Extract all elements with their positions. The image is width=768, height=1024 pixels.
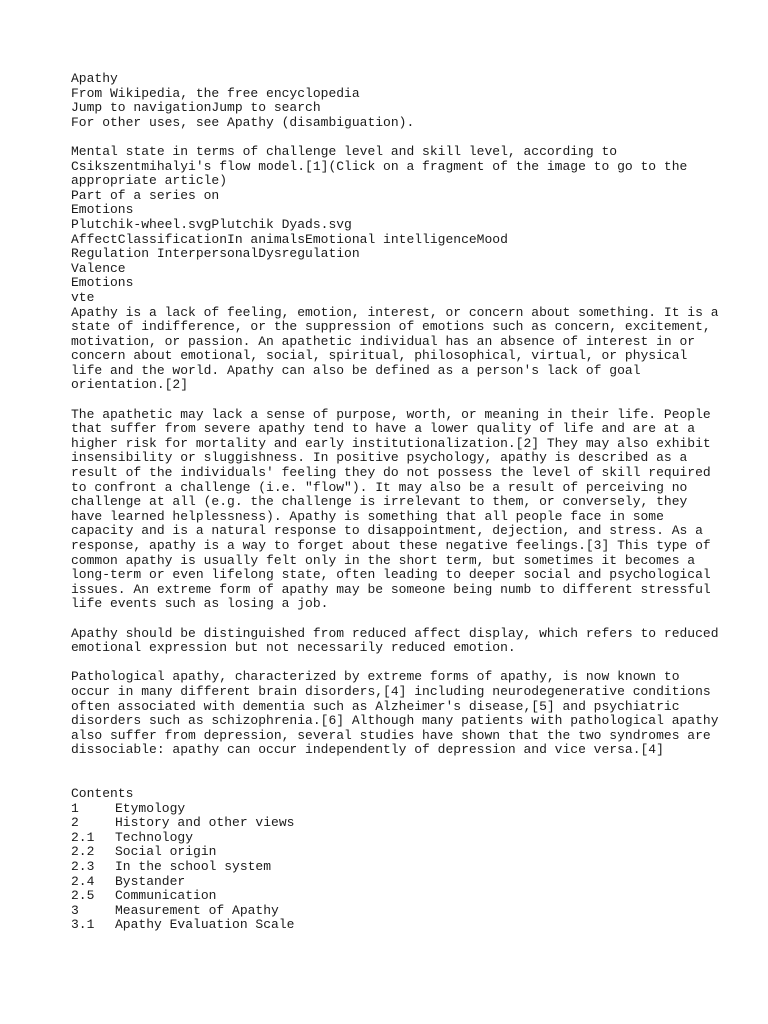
paragraph-line: insensibility or sluggishness. In positive psychology, apathy is described as a <box>71 450 688 466</box>
article-title: Apathy <box>71 71 118 86</box>
paragraph-line: response, apathy is a way to forget about these negative feelings.[3] This type of <box>71 538 711 553</box>
toc-number: 2.2 <box>71 844 95 860</box>
paragraph-line: concern about emotional, social, spiritual, philosophical, virtual, or physical <box>71 348 688 364</box>
toc-item[interactable] <box>71 889 711 904</box>
paragraph-line: Apathy is a lack of feeling, emotion, interest, or concern about something. It is a <box>71 304 719 320</box>
paragraph-line: often associated with dementia such as Alzheimer's disease,[5] and psychiatric <box>71 698 680 714</box>
toc-label[interactable]: Social origin <box>115 844 217 860</box>
infobox-line: Csikszentmihalyi's flow model.[1](Click on a fragment of the image to go to the <box>71 158 688 174</box>
paragraph-pathological <box>71 669 719 758</box>
paragraph-distinguished <box>71 625 719 656</box>
paragraph-apathetic <box>71 408 711 612</box>
paragraph-line: to confront a challenge (i.e. "flow"). It may also be a result of perceiving no <box>71 479 688 495</box>
article-header <box>71 72 711 130</box>
table-of-contents <box>71 787 711 933</box>
toc-label[interactable]: Apathy Evaluation Scale <box>115 917 295 933</box>
source-line: From Wikipedia, the free encyclopedia <box>71 85 360 101</box>
infobox-text <box>71 145 711 306</box>
paragraph-line: also suffer from depression, several studies have shown that the two syndromes are <box>71 727 711 743</box>
infobox-line: Regulation InterpersonalDysregulation <box>71 246 360 262</box>
paragraph-line: state of indifference, or the suppression of emotions such as concern, excitement, <box>71 319 711 335</box>
contents-heading: Contents <box>71 786 134 802</box>
toc-label[interactable]: History and other views <box>115 815 295 831</box>
infobox-line: vte <box>71 289 95 305</box>
paragraph-line: Apathy should be distinguished from reduced affect display, which refers to reduced <box>71 625 719 641</box>
infobox-line: Plutchik-wheel.svgPlutchik Dyads.svg <box>71 216 352 232</box>
paragraph-line: life events such as losing a job. <box>71 596 329 612</box>
paragraph-line: dissociable: apathy can occur independently of depression and vice versa.[4] <box>71 742 664 758</box>
toc-item[interactable] <box>71 816 711 831</box>
paragraph-line: common apathy is usually felt only in the short term, but sometimes it becomes a <box>71 552 696 568</box>
infobox-line: AffectClassificationIn animalsEmotional intelligenceMood <box>71 231 508 247</box>
toc-item[interactable] <box>71 860 711 875</box>
paragraph-line: emotional expression but not necessarily reduced emotion. <box>71 640 516 656</box>
paragraph-line: disorders such as schizophrenia.[6] Although many patients with pathological apathy <box>71 713 719 729</box>
toc-label[interactable]: In the school system <box>115 859 272 875</box>
spacer <box>71 758 711 787</box>
infobox-line: Mental state in terms of challenge level and skill level, according to <box>71 143 618 159</box>
toc-label[interactable]: Measurement of Apathy <box>115 902 279 918</box>
paragraph-line: that suffer from severe apathy tend to have a lower quality of life and are at a <box>71 421 696 437</box>
infobox-line: Part of a series on <box>71 187 220 203</box>
toc-number: 2.1 <box>71 829 95 845</box>
toc-item[interactable] <box>71 918 711 933</box>
toc-label[interactable]: Technology <box>115 829 194 845</box>
jump-links[interactable]: Jump to navigationJump to search <box>71 100 321 116</box>
paragraph-line: The apathetic may lack a sense of purpose, worth, or meaning in their life. People <box>71 406 711 422</box>
toc-number: 2.5 <box>71 888 95 904</box>
paragraph-line: result of the individuals' feeling they do not possess the level of skill required <box>71 465 711 481</box>
toc-item[interactable] <box>71 875 711 890</box>
spacer <box>71 393 711 408</box>
paragraph-line: have learned helplessness). Apathy is something that all people face in some <box>71 508 664 524</box>
paragraph-line: capacity and is a natural response to disappointment, dejection, and stress. As a <box>71 523 703 539</box>
toc-item[interactable] <box>71 802 711 817</box>
paragraph-line: life and the world. Apathy can also be defined as a person's lack of goal <box>71 362 641 378</box>
toc-number: 3 <box>71 902 79 918</box>
toc-item[interactable] <box>71 831 711 846</box>
toc-number: 2.4 <box>71 873 95 889</box>
toc-label[interactable]: Etymology <box>115 800 186 816</box>
paragraph-line: Pathological apathy, characterized by extreme forms of apathy, is now known to <box>71 669 680 685</box>
infobox-line: Valence <box>71 260 126 276</box>
toc-number: 1 <box>71 800 79 816</box>
paragraph-line: occur in many different brain disorders,[4] including neurodegenerative conditions <box>71 683 711 699</box>
paragraph-line: orientation.[2] <box>71 377 189 393</box>
toc-number: 2 <box>71 815 79 831</box>
toc-item[interactable] <box>71 845 711 860</box>
paragraph-line: issues. An extreme form of apathy may be someone being numb to different stressful <box>71 581 711 597</box>
toc-label[interactable]: Bystander <box>115 873 186 889</box>
toc-item[interactable] <box>71 904 711 919</box>
paragraph-line: higher risk for mortality and early institutionalization.[2] They may also exhibit <box>71 435 711 451</box>
paragraph-line: challenge at all (e.g. the challenge is irrelevant to them, or conversely, they <box>71 494 688 510</box>
toc-number: 2.3 <box>71 859 95 875</box>
infobox-line: Emotions <box>71 275 134 291</box>
toc-number: 3.1 <box>71 917 95 933</box>
toc-label[interactable]: Communication <box>115 888 217 904</box>
paragraph-line: long-term or even lifelong state, often leading to deeper social and psychological <box>71 567 711 583</box>
infobox-line: Emotions <box>71 202 134 218</box>
spacer <box>71 612 711 627</box>
paragraph-intro <box>71 304 719 394</box>
spacer <box>71 130 711 145</box>
infobox-line: appropriate article) <box>71 173 228 189</box>
disambiguation-note[interactable]: For other uses, see Apathy (disambiguation). <box>71 114 415 130</box>
spacer <box>71 656 711 671</box>
paragraph-line: motivation, or passion. An apathetic individual has an absence of interest in or <box>71 333 696 349</box>
document-page <box>71 71 719 933</box>
